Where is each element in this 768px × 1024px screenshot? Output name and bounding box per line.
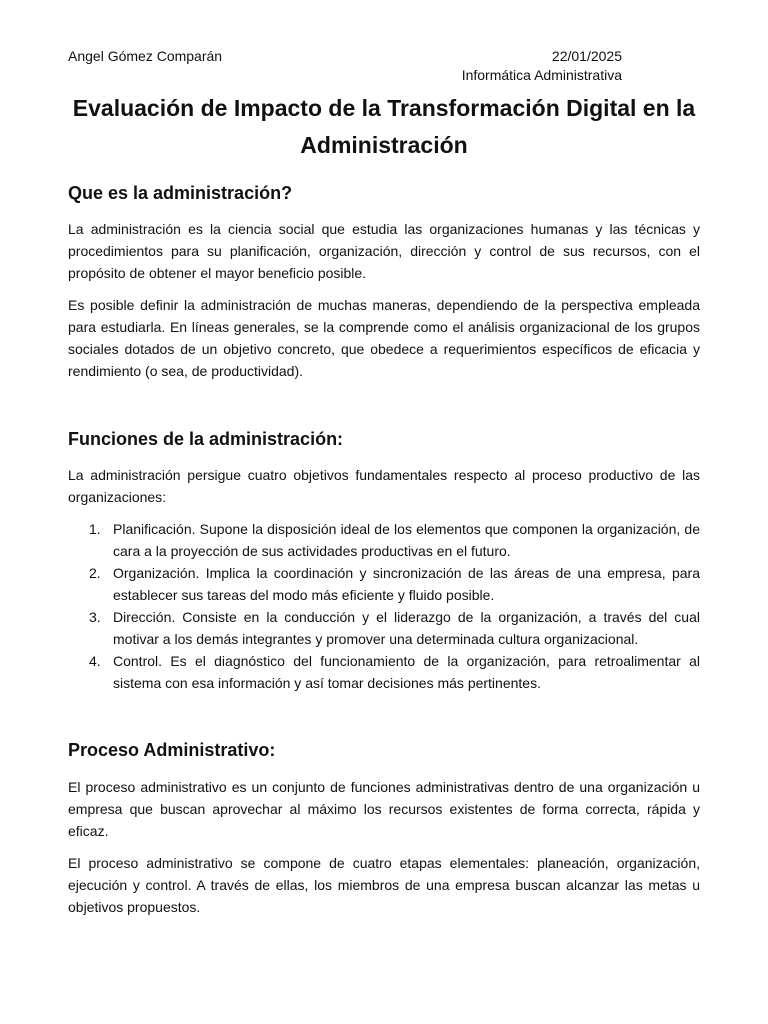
- list-item: [68, 518, 700, 562]
- list-number: 1.: [89, 521, 101, 537]
- paragraph: El proceso administrativo es un conjunto de funciones administrativas dentro de una organización u empresa que buscan aprovechar al máximo los recursos existentes de forma correcta, rápida y eficaz.: [68, 779, 700, 839]
- paragraph: El proceso administrativo se compone de cuatro etapas elementales: planeación, organización, ejecución y control. A través de ellas, los miembros de una empresa buscan alcanzar las metas u objetivos propuestos.: [68, 855, 700, 915]
- paragraph: Es posible definir la administración de muchas maneras, dependiendo de la perspectiva empleada para estudiarla. En líneas generales, se la comprende como el análisis organizacional de los grupos sociales dotados de un objetivo concreto, que obedece a requerimientos específicos de eficacia y rendimiento (o sea, de productividad).: [68, 297, 700, 379]
- list-number: 2.: [89, 565, 101, 581]
- section-heading-proceso: Proceso Administrativo:: [68, 740, 276, 760]
- list-item: [68, 650, 700, 694]
- paragraph: La administración persigue cuatro objetivos fundamentales respecto al proceso productivo de las organizaciones:: [68, 467, 700, 505]
- document-title: Evaluación de Impacto de la Transformación Digital en la Administración: [72, 95, 696, 158]
- list-item-text: Planificación. Supone la disposición ideal de los elementos que componen la organización, de cara a la proyección de sus actividades productivas en el futuro.: [113, 521, 700, 559]
- section-heading-funciones: Funciones de la administración:: [68, 429, 344, 449]
- list-item-text: Organización. Implica la coordinación y sincronización de las áreas de una empresa, para establecer sus tareas del modo más eficiente y fluido posible.: [113, 565, 700, 603]
- functions-list: [68, 518, 700, 694]
- header-right-block: [462, 47, 622, 85]
- course-name: Informática Administrativa: [461, 67, 622, 83]
- section-heading-administracion: Que es la administración?: [68, 183, 293, 203]
- author-name: Angel Gómez Comparán: [68, 48, 223, 64]
- list-item-text: Dirección. Consiste en la conducción y el liderazgo de la organización, a través del cual motivar a los demás integrantes y promover una determinada cultura organizacional.: [113, 609, 700, 647]
- document-date: 22/01/2025: [551, 48, 622, 64]
- paragraph: La administración es la ciencia social que estudia las organizaciones humanas y las técnicas y procedimientos para su planificación, organización, dirección y control de sus recursos, con el propósito de obtener el mayor beneficio posible.: [68, 221, 700, 281]
- list-number: 3.: [89, 609, 101, 625]
- list-item: [68, 606, 700, 650]
- list-item: [68, 562, 700, 606]
- list-number: 4.: [89, 653, 101, 669]
- list-item-text: Control. Es el diagnóstico del funcionamiento de la organización, para retroalimentar al sistema con esa información y así tomar decisiones más pertinentes.: [113, 653, 700, 691]
